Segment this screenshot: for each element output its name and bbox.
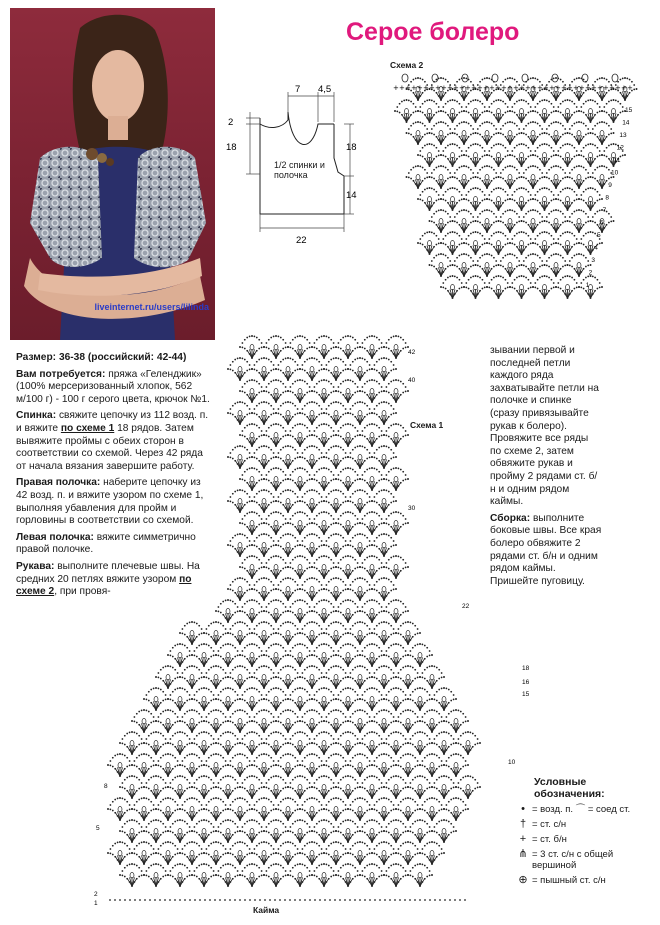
left-front-paragraph: Левая полочка: вяжите симметрично правой полочке. (16, 531, 196, 556)
size-paragraph: Размер: 36-38 (российский: 42-44) (16, 352, 187, 363)
scheme2-row-label: 12 (616, 144, 624, 152)
scheme2-row-label: 5 (597, 232, 601, 239)
scheme1-border (109, 899, 466, 901)
assembly-paragraph: Сборка: выполните боковые швы. Все края болеро обвяжите 2 рядами ст. б/н и одним рядом каймы. Пришейте пуговицу. (490, 512, 602, 587)
svg-text:+: + (615, 84, 621, 92)
svg-text:+: + (543, 84, 549, 92)
scheme2-row-label: 10 (611, 169, 619, 177)
scheme2-chart (385, 70, 647, 305)
page-title: Серое болеро (346, 18, 520, 46)
svg-text:+: + (435, 84, 441, 92)
svg-text:+: + (483, 84, 489, 92)
scheme2-top-edge (393, 74, 633, 92)
svg-text:+: + (453, 84, 459, 92)
svg-text:+: + (507, 84, 513, 92)
scheme2-row-label: 15 (625, 107, 633, 114)
dim-bottom: 22 (296, 235, 307, 246)
svg-text:+: + (465, 84, 471, 92)
model-photo (10, 8, 215, 340)
svg-text:+: + (429, 84, 435, 92)
scheme2-row-label: 14 (622, 119, 630, 127)
scheme2-row-label: 2 (588, 269, 593, 277)
legend-text: = ст. б/н (532, 834, 567, 845)
scheme1-row-label: 5 (96, 825, 100, 832)
legend-symbol: + (519, 833, 527, 845)
scheme2-row-label: 8 (605, 194, 610, 202)
scheme1-row-label: 15 (522, 691, 530, 698)
scheme1-row-label: 16 (522, 679, 530, 686)
source-url: liveinternet.ru/users/lilinda (94, 302, 209, 312)
legend-symbol: ⋔ (518, 848, 528, 860)
svg-text:+: + (459, 84, 465, 92)
schematic-label: 1/2 спинки и полочка (274, 160, 325, 180)
legend-item (514, 875, 654, 886)
legend (514, 776, 654, 886)
border-label: Кайма (253, 905, 280, 915)
dim-left-a: 2 (228, 117, 234, 128)
svg-text:+: + (621, 84, 627, 92)
svg-text:+: + (531, 84, 537, 92)
svg-text:+: + (513, 84, 519, 92)
continuation-paragraph: зывании первой и последней петли каждого ряда захватывайте петли на полочке и спинке (сразу привязывайте рукав к болеро). Провяжите все ряды по схеме 2, затем обвяжите рукав и пройму 2 рядами ст. б/н и одним рядом каймы. (490, 345, 599, 508)
svg-text:+: + (417, 84, 423, 92)
scheme1-row-label: 40 (408, 377, 416, 384)
svg-text:+: + (609, 84, 615, 92)
svg-text:+: + (477, 84, 483, 92)
scheme2-row-label: 7 (602, 207, 607, 214)
scheme1-row-label: 42 (408, 349, 416, 356)
legend-text: = пышный ст. с/н (532, 875, 606, 886)
scheme2-row-label: 13 (619, 132, 627, 139)
svg-text:+: + (393, 84, 399, 92)
svg-text:+: + (627, 84, 633, 92)
dim-top-a: 7 (295, 84, 301, 95)
scheme1-label: Схема 1 (410, 420, 444, 430)
scheme1-row-label: 2 (94, 891, 98, 898)
scheme2-label: Схема 2 (390, 60, 424, 70)
legend-symbol: † (519, 818, 527, 830)
legend-text: = 3 ст. с/н с общей вершиной (532, 849, 614, 871)
stitch-grid (107, 335, 481, 887)
svg-text:+: + (441, 84, 447, 92)
svg-text:+: + (555, 84, 561, 92)
svg-text:+: + (405, 84, 411, 92)
scheme2-row-label: 4 (594, 244, 598, 252)
bolero-schematic (222, 82, 362, 247)
scheme1-row-label: 18 (522, 665, 530, 672)
svg-text:+: + (561, 84, 567, 92)
legend-item (514, 804, 654, 815)
legend-title: Условные обозначения: (534, 776, 605, 800)
svg-text:+: + (585, 84, 591, 92)
sleeves-paragraph: Рукава: выполните плечевые швы. На средних 20 петлях вяжите узором по схеме 2, при провя- (16, 560, 200, 598)
svg-text:+: + (489, 84, 495, 92)
scheme2-row-label: 3 (591, 257, 596, 264)
legend-symbol: ⊕ (518, 874, 528, 886)
legend-text: = возд. п. ⌒ = соед ст. (532, 804, 631, 815)
dim-right-a: 18 (346, 142, 357, 153)
stitch-grid (394, 77, 637, 299)
svg-text:+: + (603, 84, 609, 92)
legend-text: = ст. с/н (532, 819, 567, 830)
scheme2-row-label: 9 (608, 182, 612, 189)
svg-text:+: + (519, 84, 525, 92)
dim-left-b: 18 (226, 142, 237, 153)
svg-text:+: + (495, 84, 501, 92)
svg-text:+: + (579, 84, 585, 92)
svg-text:+: + (597, 84, 603, 92)
svg-text:+: + (573, 84, 579, 92)
back-paragraph: Спинка: свяжите цепочку из 112 возд. п. и вяжите по схеме 1 18 рядов. Затем вывяжите проймы с обеих сторон в соответствии со схемой. Через 42 ряда от начала вязания завершите работу. (16, 410, 209, 472)
dim-top-b: 4,5 (318, 84, 332, 95)
woman-in-bolero-image (10, 8, 215, 340)
scheme2-row-label: 11 (613, 157, 621, 164)
svg-text:+: + (423, 84, 429, 92)
svg-text:+: + (591, 84, 597, 92)
dim-right-b: 14 (346, 190, 357, 201)
scheme1-row-label: 10 (508, 759, 516, 766)
scheme2-row-label: 6 (599, 219, 604, 227)
scheme1-row-label: 30 (408, 505, 416, 512)
legend-item (514, 849, 654, 871)
svg-text:+: + (447, 84, 453, 92)
svg-text:+: + (501, 84, 507, 92)
right-front-paragraph: Правая полочка: наберите цепочку из 42 возд. п. и вяжите узором по схеме 1, выполняя убавления для пройм и горловины в соответствии со схемой. (16, 477, 204, 527)
svg-text:+: + (525, 84, 531, 92)
svg-text:+: + (399, 84, 405, 92)
scheme2-row-label: 1 (585, 282, 590, 289)
materials-paragraph: Вам потребуется: пряжа «Геленджик» (100% мерсеризованный хлопок, 562 м/100 г) - 100 г серого цвета, крючок №1. (16, 368, 210, 405)
scheme1-row-label: 8 (104, 783, 108, 790)
svg-text:+: + (537, 84, 543, 92)
legend-item (514, 834, 654, 845)
svg-text:+: + (567, 84, 573, 92)
scheme1-chart (90, 340, 530, 915)
scheme1-row-label: 1 (94, 900, 98, 907)
legend-symbol: • (521, 803, 525, 815)
svg-text:+: + (411, 84, 417, 92)
scheme1-row-label: 22 (462, 603, 470, 610)
legend-item (514, 819, 654, 830)
svg-text:+: + (549, 84, 555, 92)
svg-text:+: + (471, 84, 477, 92)
